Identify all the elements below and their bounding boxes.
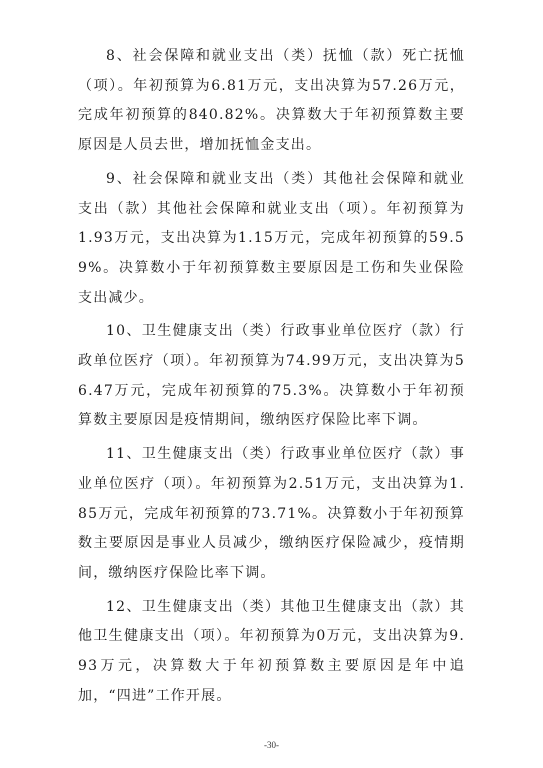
paragraph-item-11: 11、卫生健康支出（类）行政事业单位医疗（款）事业单位医疗（项）。年初预算为2.51万元，支出决算为1.85万元，完成年初预算的73.71%。决算数小于年初预算数主要原因是事业人员减少，缴纳医疗保险减少，疫情期间，缴纳医疗保险比率下调。 [78,446,465,581]
page-number: -30- [264,740,279,750]
document-body [78,42,465,715]
paragraph-item-8: 8、社会保障和就业支出（类）抚恤（款）死亡抚恤（项）。年初预算为6.81万元，支出决算为57.26万元，完成年初预算的840.82%。决算数大于年初预算数主要原因是人员去世，增加抚恤金支出。 [78,48,465,154]
paragraph-item-12: 12、卫生健康支出（类）其他卫生健康支出（款）其他卫生健康支出（项）。年初预算为0万元，支出决算为9.93万元，决算数大于年初预算数主要原因是年中追加，“四进”工作开展。 [78,598,465,704]
paragraph-item-10: 10、卫生健康支出（类）行政事业单位医疗（款）行政单位医疗（项）。年初预算为74.99万元，支出决算为56.47万元，完成年初预算的75.3%。决算数小于年初预算数主要原因是疫情期间，缴纳医疗保险比率下调。 [78,323,465,429]
paragraph-item-9: 9、社会保障和就业支出（类）其他社会保障和就业支出（款）其他社会保障和就业支出（项）。年初预算为1.93万元，支出决算为1.15万元，完成年初预算的59.59%。决算数小于年初预算数主要原因是工伤和失业保险支出减少。 [78,170,465,306]
